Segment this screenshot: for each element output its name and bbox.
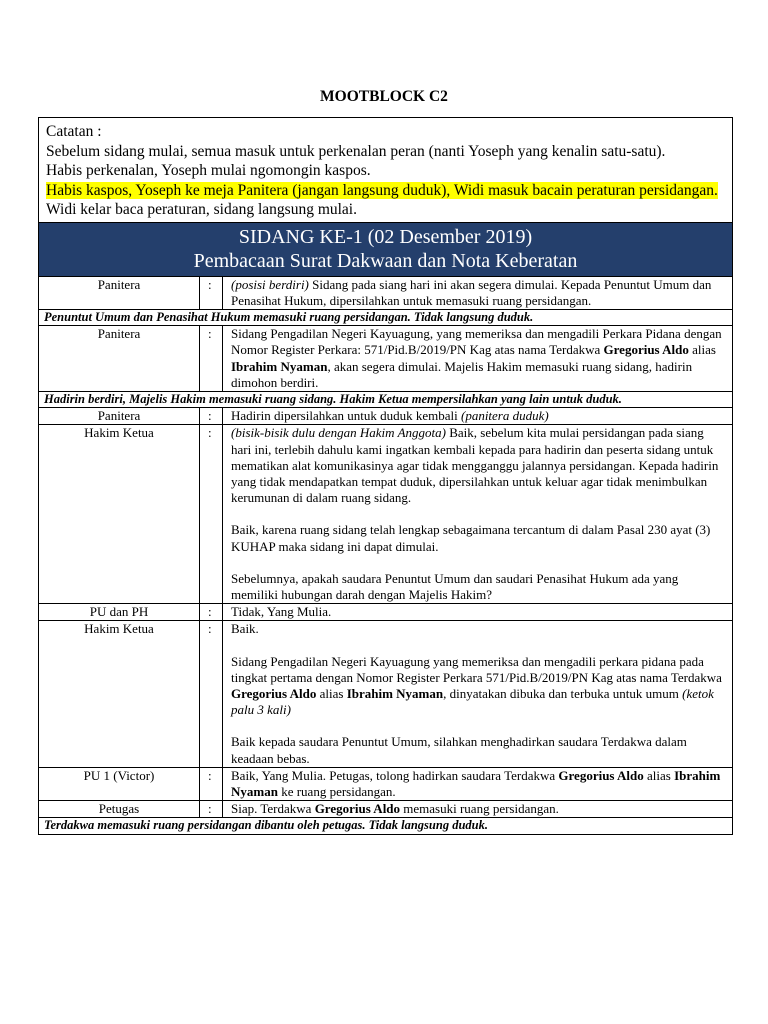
line-text-part: Sidang Pengadilan Negeri Kayuagung yang memeriksa dan mengadili perkara pidana pada tingkat pertama dengan Nomor Register Perkara 571/Pid.B/2019/PN Kag atas nama Terdakwa — [231, 653, 722, 685]
speaker: PU dan PH — [39, 604, 200, 621]
script-table — [38, 117, 733, 835]
stage-note: (bisik-bisik dulu dengan Hakim Anggota) — [231, 425, 446, 441]
line-text — [223, 425, 733, 604]
line-text — [223, 277, 733, 310]
colon: : — [200, 621, 223, 767]
notes-line-2: Habis perkenalan, Yoseph mulai ngomongin kaspos. — [46, 162, 371, 179]
dialogue-row — [39, 408, 732, 425]
notes-line-4: Widi kelar baca peraturan, sidang langsung mulai. — [46, 201, 357, 218]
stage-direction: Hadirin berdiri, Majelis Hakim memasuki ruang sidang. Hakim Ketua mempersilahkan yang lain untuk duduk. — [39, 391, 732, 407]
line-text-part: Baik, Yang Mulia. Petugas, tolong hadirkan saudara Terdakwa — [231, 767, 559, 783]
line-text-part: Sidang pada siang hari ini akan segera dimulai. Kepada Penuntut Umum dan Penasihat Hukum, dipersilahkan untuk memasuki ruang persidangan. — [231, 276, 712, 308]
session-subtitle: Pembacaan Surat Dakwaan dan Nota Keberatan — [193, 249, 578, 272]
colon: : — [200, 408, 223, 425]
stage-note: (posisi berdiri) — [231, 276, 309, 292]
session-title: SIDANG KE-1 (02 Desember 2019) — [238, 225, 533, 248]
line-text — [223, 621, 733, 767]
highlighted-note: Habis kaspos, Yoseph ke meja Panitera (jangan langsung duduk), Widi masuk bacain peraturan persidangan. — [46, 181, 718, 199]
stage-direction-row — [39, 818, 732, 834]
document-title: MOOTBLOCK C2 — [320, 88, 448, 105]
line-text-part: alias — [688, 342, 716, 358]
dialogue-row — [39, 767, 732, 800]
colon: : — [200, 425, 223, 604]
paragraph — [231, 654, 724, 719]
line-text-part: Baik, sebelum kita mulai persidangan pada siang hari ini, terlebih dahulu kami ingatkan kembali kepada para hadirin dan peserta sidang untuk mematikan alat komunikasinya agar tidak mengganggu jalannya persidangan. Kepada hadirin yang tidak mendapatkan tempat duduk, dipersilahkan untuk keluar agar tidak menimbulkan kerumunan di dalam ruang sidang. — [231, 425, 719, 506]
speaker: Hakim Ketua — [39, 425, 200, 604]
dialogue-row — [39, 604, 732, 621]
notes-line-3 — [46, 181, 725, 201]
line-text-part: ke ruang persidangan. — [277, 783, 396, 799]
colon: : — [200, 277, 223, 310]
colon: : — [200, 326, 223, 392]
stage-direction: Terdakwa memasuki ruang persidangan dibantu oleh petugas. Tidak langsung duduk. — [44, 818, 488, 833]
stage-direction-row — [39, 309, 732, 325]
line-text-part: Sidang Pengadilan Negeri Kayuagung, yang memeriksa dan mengadili Perkara Pidana dengan Nomor Register Perkara: 571/Pid.B/2019/PN Kag atas nama Terdakwa — [231, 326, 722, 358]
defendant-name: Gregorius Aldo — [558, 767, 644, 783]
colon: : — [200, 604, 223, 621]
stage-direction-row — [39, 391, 732, 407]
dialogue-row — [39, 326, 732, 392]
session-header — [39, 223, 732, 277]
dialogue-row — [39, 621, 732, 767]
stage-note: (ketok palu 3 kali) — [231, 685, 714, 718]
dialogue-row — [39, 425, 732, 604]
speaker: Panitera — [39, 326, 200, 392]
speaker: Petugas — [39, 801, 200, 818]
defendant-name: Gregorius Aldo — [314, 801, 401, 817]
defendant-name: Gregorius Aldo — [603, 342, 689, 358]
line-text — [223, 801, 733, 818]
colon: : — [200, 767, 223, 800]
line-text-part: alias — [643, 767, 675, 783]
speaker: Panitera — [39, 277, 200, 310]
stage-note: (panitera duduk) — [460, 408, 549, 424]
notes-line-1: Sebelum sidang mulai, semua masuk untuk perkenalan peran (nanti Yoseph yang kenalin satu-satu). — [46, 142, 666, 160]
colon: : — [200, 801, 223, 818]
line-text — [223, 767, 733, 800]
line-text-part: , dinyatakan dibuka dan terbuka untuk umum — [443, 685, 683, 701]
speaker: Panitera — [39, 408, 200, 425]
defendant-alias: Ibrahim Nyaman — [346, 685, 444, 701]
line-text-part: memasuki ruang persidangan. — [400, 801, 559, 817]
paragraph: Baik, karena ruang sidang telah lengkap sebagaimana tercantum di dalam Pasal 230 ayat (3) KUHAP maka sidang ini dapat dimulai. — [231, 522, 711, 554]
line-text-part: Hadirin dipersilahkan untuk duduk kembali — [231, 408, 461, 424]
paragraph: Baik. — [231, 621, 259, 637]
paragraph: Baik kepada saudara Penuntut Umum, silahkan menghadirkan saudara Terdakwa dalam keadaan bebas. — [231, 734, 687, 766]
notes-box — [39, 118, 732, 223]
notes-heading: Catatan : — [46, 123, 102, 140]
defendant-alias: Ibrahim Nyaman — [231, 358, 328, 374]
line-text-part: alias — [316, 685, 347, 701]
line-text — [223, 408, 733, 425]
dialogue-table — [39, 277, 732, 834]
dialogue-row — [39, 277, 732, 310]
line-text: Tidak, Yang Mulia. — [223, 604, 733, 621]
defendant-name: Gregorius Aldo — [231, 685, 317, 701]
stage-direction: Penuntut Umum dan Penasihat Hukum memasuki ruang persidangan. Tidak langsung duduk. — [39, 309, 732, 325]
line-text — [223, 326, 733, 392]
paragraph: Sebelumnya, apakah saudara Penuntut Umum dan saudari Penasihat Hukum ada yang memiliki hubungan darah dengan Majelis Hakim? — [231, 570, 679, 602]
line-text-part: , akan segera dimulai. Majelis Hakim memasuki ruang sidang, hadirin dimohon berdiri. — [231, 358, 693, 390]
defendant-alias: Ibrahim Nyaman — [231, 767, 721, 799]
speaker: Hakim Ketua — [39, 621, 200, 767]
paragraph — [231, 425, 724, 506]
dialogue-row — [39, 801, 732, 818]
line-text-part: Siap. Terdakwa — [231, 801, 315, 817]
speaker: PU 1 (Victor) — [39, 767, 200, 800]
